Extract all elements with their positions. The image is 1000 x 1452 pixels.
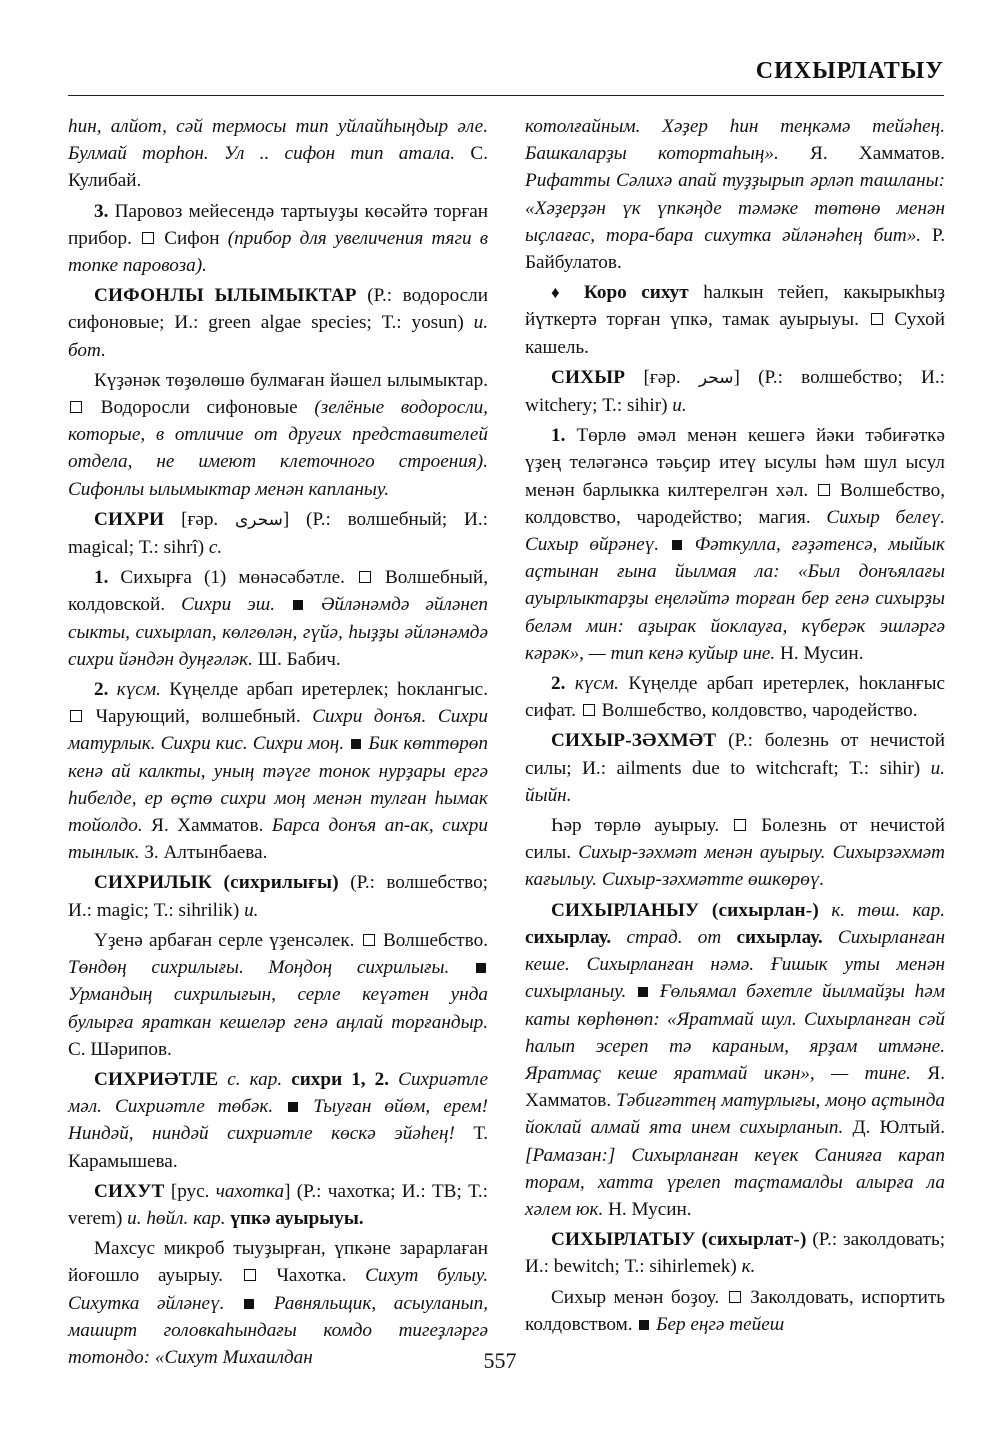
header-rule	[68, 95, 944, 96]
white-square-icon	[729, 1291, 741, 1303]
definition: Үҙенә арбаған серле үҙенсәлек. Волшебство. Төндөң сихрилығы. Моңдоң сихрилығы. Урмандың сихрилығын, серле кеүәтен унда булырға яраткан кешеләр генә аңлай торғандыр. С. Шәрипов.	[68, 929, 488, 1060]
arabic-etymon: سحر	[698, 367, 734, 388]
black-square-icon	[293, 600, 303, 610]
white-square-icon	[142, 232, 154, 244]
white-square-icon	[583, 704, 595, 716]
entry-sihyr: СИХЫР [ғәр. سحر] (Р.: волшебство; И.: witchery; Т.: sihir) и.	[525, 366, 946, 417]
white-square-icon	[871, 313, 883, 325]
white-square-icon	[359, 571, 371, 583]
entry-sihri: СИХРИ [ғәр. سحرى] (Р.: волшебный; И.: magical; Т.: sihrî) с.	[68, 508, 489, 559]
white-square-icon	[818, 484, 830, 496]
definition: Махсус микроб тыуҙырған, үпкәне зарарлаған йоғошло ауырыу. Чахотка. Сихут булыу. Сихутка әйләнеү. Равняльщик, асыуланып, маширт головкаһындағы комдо тигеҙләргә тотондо: «Сихут Михаилдан	[68, 1238, 488, 1368]
entry-sifonly-ylymyktar: СИФОНЛЫ ЫЛЫМЫКТАР (Р.: водоросли сифоновые; И.: green algae species; Т.: yosun) и. бот.	[68, 285, 489, 361]
right-column	[525, 113, 945, 1341]
headword: СИХЫРЛАТЫУ (сихырлат-)	[551, 1229, 807, 1251]
headword: СИФОНЛЫ ЫЛЫМЫКТАР	[94, 285, 357, 307]
headword: СИХЫР-ЗӘХМӘТ	[551, 730, 717, 752]
page-number: 557	[483, 1348, 517, 1373]
phrase-koro-sihut: ♦ Коро сихут һалкын тейеп, какырыкһыҙ йүткертә торған үпкә, тамак ауырыуы. Сухой кашель.	[525, 282, 946, 358]
headword: СИХУТ	[94, 1180, 165, 1202]
black-square-icon	[639, 1320, 649, 1330]
headword: СИХРИ	[94, 508, 165, 530]
black-square-icon	[638, 987, 648, 997]
entry-sihyrlanyu: СИХЫРЛАНЫУ (сихырлан-) к. төш. кар. сихырлау. страд. от сихырлау. Сихырланған кеше. Сихырланған нәмә. Ғишык уты менән сихырланыу. Ғөльямал бәхетле йылмайҙы һәм каты көрһөнөп: «Яратмай шул. Сихырланған сәй һалып эсереп тә караным, ярҙам итмәне. Яратмаҫ кеше яратмай икән», — тине. Я. Хамматов. Тәбиғәттең матурлығы, моңо аҫтында йоклай алмай ята инем сихырланып. Д. Юлтый. [Рамазан:] Сихырланған кеүек Санияға карап торам, хатта үрелеп таҫтамалды алырға ла хәлем юк. Н. Мусин.	[525, 899, 946, 1220]
headword: СИХЫРЛАНЫУ (сихырлан-)	[551, 899, 819, 921]
white-square-icon	[363, 934, 375, 946]
sense-1: 1. Сихырға (1) мөнәсәбәтле. Волшебный, колдовской. Сихри эш. Әйләнәмдә әйләнеп сыкты, сихырлап, көлгөлән, гүйә, һыҙҙы әйләнәмдә сихри йәндән дуңғәләк. Ш. Бабич.	[68, 567, 489, 670]
black-square-icon	[672, 540, 682, 550]
definition: Һәр төрлө ауырыу. Болезнь от нечистой силы. Сихыр-зәхмәт менән ауырыу. Сихырзәхмәт кағылыу. Сихыр-зәхмәтте өшкөрөү.	[525, 815, 945, 891]
definition: Сихыр менән боҙоу. Заколдовать, испортить колдовством. Бер еңгә тейеш	[525, 1286, 945, 1335]
left-column	[68, 113, 488, 1374]
white-square-icon	[244, 1269, 256, 1281]
entry-continuation: һин, алйот, сәй термосы тип уйлайһыңдыр әле. Булмай торһон. Ул .. сифон тип атала. С. Кулибай.	[68, 116, 488, 192]
sense-1: 1. Төрлө әмәл менән кешегә йәки тәбиғәткә үҙең теләгәнсә тәьҫир итеү ысулы һәм шул ысул менән барлыкка килтерелгән хәл. Волшебство, колдовство, чародейство; магия. Сихыр белеү. Сихыр өйрәнеү. Фәткулла, ғәҙәтенсә, мыйык аҫтынан ғына йылмая ла: «Был донъялағы ауырлыктарҙы еңеләйтә торған бер генә сихырҙы беләм мин: аҙырак йоклауға, күберәк эшләргә кәрәк», — тип кенә куйыр ине. Н. Мусин.	[525, 425, 946, 664]
white-square-icon	[734, 819, 746, 831]
white-square-icon	[70, 710, 82, 722]
black-square-icon	[244, 1299, 254, 1309]
sense-2: 2. күсм. Күңелде арбап иретерлек, һокланғыс сифат. Волшебство, колдовство, чародейство.	[525, 673, 946, 722]
definition: Күҙәнәк төҙөлөшө булмаған йәшел ылымыктар. Водоросли сифоновые (зелёные водоросли, которые, в отличие от других представителей отдела, не имеют клеточного строения). Сифонлы ылымыктар менән капланыу.	[68, 369, 488, 500]
headword: СИХРИЛЫК (сихрилығы)	[94, 872, 339, 894]
entry-sihyrlatyu: СИХЫРЛАТЫУ (сихырлат-) (Р.: заколдовать; И.: bewitch; Т.: sihirlemek) к.	[525, 1229, 946, 1278]
black-square-icon	[476, 963, 486, 973]
headword: СИХЫР	[551, 366, 626, 388]
sense-3: 3. Паровоз мейесендә тартыуҙы көсәйтә торған прибор. Сифон (прибор для увеличения тяги в топке паровоза).	[68, 200, 489, 277]
entry-sihrilyk: СИХРИЛЫК (сихрилығы) (Р.: волшебство; И.: magic; Т.: sihrilik) и.	[68, 872, 488, 921]
black-square-icon	[288, 1102, 298, 1112]
arabic-etymon: سحرى	[235, 509, 283, 530]
entry-continuation: котолғайным. Хәҙер һин теңкәмә тейәһең. Башкаларҙы котортаһың». Я. Хамматов. Рифатты Сәлихә апай туҙҙырып әрләп ташланы: «Хәҙерҙән үк үпкәңде тәмәке төтөнө менән ыҫлағас, тора-бара сихутка әйләнәһең бит». Р. Байбулатов.	[525, 116, 946, 274]
headword: СИХРИӘТЛЕ	[94, 1068, 219, 1090]
white-square-icon	[70, 401, 82, 413]
entry-sihut: СИХУТ [рус. чахотка] (Р.: чахотка; И.: TB; Т.: verem) и. һөйл. кар. үпкә ауырыуы.	[68, 1180, 489, 1229]
entry-sihyr-zahmat: СИХЫР-ЗӘХМӘТ (Р.: болезнь от нечистой силы; И.: ailments due to witchcraft; Т.: sihir) и. йыйн.	[525, 730, 945, 806]
sense-2: 2. күсм. Күңелде арбап иретерлек; һоклангыс. Чарующий, волшебный. Сихри донъя. Сихри матурлык. Сихри кис. Сихри моң. Бик көттөрөп кенә ай калкты, уның тәүге тонок нурҙары ергә һибелде, ер өҫтө сихри моң менән тулған һымак тойолдо. Я. Хамматов. Барса донъя ап-ак, сихри тынлык. З. Алтынбаева.	[68, 679, 488, 864]
entry-sihriatle: СИХРИӘТЛЕ с. кар. сихри 1, 2. Сихриәтле мәл. Сихриәтле төбәк. Тыуған өйөм, ерем! Ниндәй, ниндәй сихриәтле көскә эйәһең! Т. Карамышева.	[68, 1068, 489, 1172]
black-square-icon	[351, 739, 361, 749]
black-diamond-icon: ♦	[551, 283, 570, 303]
running-head: СИХЫРЛАТЫУ	[755, 58, 944, 84]
